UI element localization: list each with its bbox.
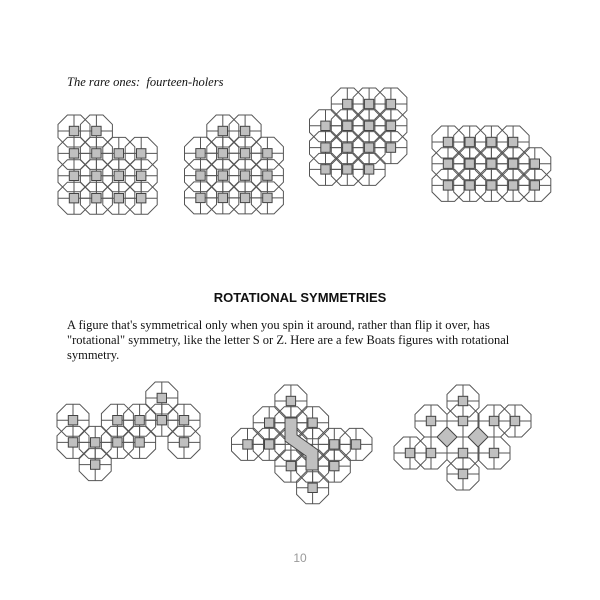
figure-caption: The rare ones: fourteen-holers	[67, 75, 224, 89]
hole-square	[321, 165, 330, 174]
hole-square	[443, 137, 452, 146]
hole-square	[458, 396, 467, 405]
section-heading: ROTATIONAL SYMMETRIES	[213, 290, 387, 305]
figure-fourteen-holer-2	[185, 115, 284, 214]
hole-square	[465, 181, 474, 190]
hole-square	[265, 418, 274, 427]
hole-square	[114, 194, 123, 203]
hole-square	[489, 416, 498, 425]
hole-square	[218, 193, 227, 202]
hole-square	[69, 149, 78, 158]
hole-square	[113, 438, 122, 447]
hole-square	[92, 194, 101, 203]
hole-square	[218, 149, 227, 158]
hole-square	[196, 171, 205, 180]
figure-fourteen-holer-4	[432, 126, 551, 201]
body-paragraph: A figure that's symmetrical only when you spin it around, rather than flip it over, has "rotational" symmetry, like the letter S or Z. Here are a few Boats figures with rotational symmetry.	[67, 318, 510, 362]
hole-square	[321, 121, 330, 130]
hole-square	[92, 171, 101, 180]
hole-square	[343, 121, 352, 130]
hole-square	[364, 165, 373, 174]
hole-square	[386, 143, 395, 152]
hole-square	[386, 99, 395, 108]
hole-square	[530, 159, 539, 168]
figure-rotational-1	[57, 382, 200, 481]
hole-square	[179, 416, 188, 425]
figure-rotational-2	[232, 385, 373, 504]
hole-square	[510, 416, 519, 425]
hole-square	[458, 416, 467, 425]
hole-square	[196, 149, 205, 158]
figure-fourteen-holer-3	[310, 88, 407, 185]
hole-square	[465, 159, 474, 168]
hole-square	[286, 396, 295, 405]
hole-square	[240, 126, 249, 135]
hole-diamond	[468, 427, 488, 447]
hole-square	[265, 440, 274, 449]
hole-square	[308, 418, 317, 427]
hole-square	[443, 159, 452, 168]
hole-square	[343, 143, 352, 152]
hole-square	[91, 438, 100, 447]
hole-square	[92, 149, 101, 158]
hole-square	[68, 438, 77, 447]
page-number: 10	[293, 551, 307, 565]
hole-square	[508, 181, 517, 190]
hole-square	[218, 171, 227, 180]
hole-square	[179, 438, 188, 447]
hole-square	[330, 440, 339, 449]
hole-diamond	[437, 427, 457, 447]
hole-square	[243, 440, 252, 449]
hole-square	[343, 99, 352, 108]
hole-square	[240, 193, 249, 202]
hole-square	[426, 448, 435, 457]
hole-square	[487, 159, 496, 168]
hole-square	[240, 171, 249, 180]
hole-square	[487, 181, 496, 190]
hole-square	[263, 193, 272, 202]
figure-rotational-3	[394, 385, 531, 490]
hole-square	[114, 149, 123, 158]
hole-square	[458, 448, 467, 457]
hole-square	[487, 137, 496, 146]
hole-square	[508, 137, 517, 146]
figure-fourteen-holer-1	[58, 115, 157, 214]
hole-square	[330, 461, 339, 470]
hole-square	[218, 126, 227, 135]
hole-square	[157, 416, 166, 425]
hole-square	[196, 193, 205, 202]
hole-square	[489, 448, 498, 457]
hole-square	[68, 416, 77, 425]
hole-square	[137, 149, 146, 158]
hole-square	[405, 448, 414, 457]
hole-square	[137, 171, 146, 180]
hole-square	[364, 143, 373, 152]
hole-square	[308, 483, 317, 492]
hole-square	[263, 149, 272, 158]
hole-square	[426, 416, 435, 425]
hole-square	[69, 171, 78, 180]
hole-square	[321, 143, 330, 152]
hole-square	[343, 165, 352, 174]
hole-square	[137, 194, 146, 203]
hole-square	[530, 181, 539, 190]
hole-square	[458, 469, 467, 478]
hole-square	[69, 194, 78, 203]
hole-square	[443, 181, 452, 190]
hole-square	[69, 126, 78, 135]
hole-square	[240, 149, 249, 158]
hole-square	[286, 461, 295, 470]
hole-square	[364, 121, 373, 130]
hole-square	[386, 121, 395, 130]
hole-square	[92, 126, 101, 135]
hole-square	[91, 460, 100, 469]
hole-square	[364, 99, 373, 108]
hole-square	[157, 393, 166, 402]
hole-square	[113, 416, 122, 425]
hole-square	[508, 159, 517, 168]
hole-square	[135, 438, 144, 447]
hole-square	[263, 171, 272, 180]
hole-square	[351, 440, 360, 449]
hole-square	[135, 416, 144, 425]
hole-square	[465, 137, 474, 146]
hole-square	[114, 171, 123, 180]
